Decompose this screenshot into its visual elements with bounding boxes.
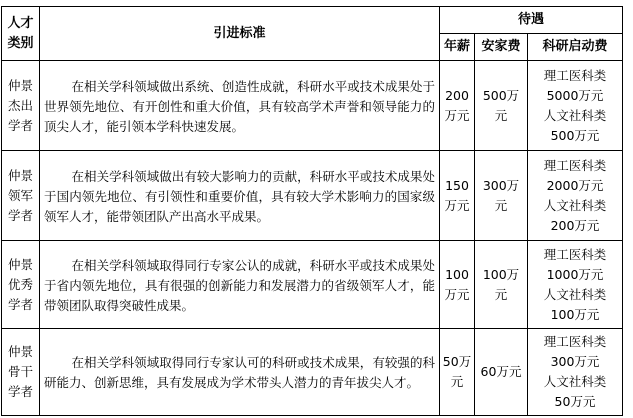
research-value: 50万元 [554, 394, 596, 409]
row-settling: 60万元 [475, 329, 528, 416]
research-label: 人文社科类 [543, 197, 607, 213]
research-label: 理工医科类 [543, 157, 607, 173]
row-standard: 在相关学科领域做出系统、创造性成就，科研水平或技术成果处于世界领先地位、有开创性和重大价值，具有较高学术声誉和领导能力的顶尖人才，能引领本学科快速发展。 [40, 61, 440, 151]
header-salary: 年薪 [440, 34, 475, 61]
research-value: 5000万元 [546, 87, 604, 103]
research-value: 2000万元 [546, 177, 604, 193]
table-row [2, 329, 623, 416]
research-value: 300万元 [550, 354, 600, 369]
research-value: 1000万元 [546, 266, 604, 282]
research-label: 理工医科类 [543, 246, 607, 262]
research-label: 人文社科类 [543, 107, 607, 123]
row-research [528, 329, 623, 416]
row-settling: 500万元 [475, 61, 528, 151]
row-standard: 在相关学科领域取得同行专家公认的成就，科研水平或技术成果处于省内领先地位，具有很强的创新能力和发展潜力的省级领军人才，能带领团队取得突破性成果。 [40, 241, 440, 329]
table-row [2, 241, 623, 329]
row-salary: 100万元 [440, 241, 475, 329]
row-settling: 300万元 [475, 151, 528, 241]
research-value: 100万元 [550, 306, 600, 322]
row-category: 仲景杰出学者 [2, 61, 40, 151]
row-research [528, 241, 623, 329]
row-category: 仲景优秀学者 [2, 241, 40, 329]
research-label: 人文社科类 [543, 374, 607, 389]
header-settling: 安家费 [475, 34, 528, 61]
talent-table [1, 6, 623, 416]
research-value: 200万元 [550, 217, 600, 233]
row-category: 仲景骨干学者 [2, 329, 40, 416]
row-standard: 在相关学科领域取得同行专家认可的科研或技术成果，有较强的科研能力、创新思维，具有发展成为学术带头人潜力的青年拔尖人才。 [40, 329, 440, 416]
row-research [528, 61, 623, 151]
research-label: 理工医科类 [543, 67, 607, 83]
header-treatment: 待遇 [440, 7, 623, 34]
row-standard: 在相关学科领域做出有较大影响力的贡献，科研水平或技术成果处于国内领先地位、有引领性和重要价值，具有较大学术影响力的国家级领军人才，能带领团队产出高水平成果。 [40, 151, 440, 241]
row-salary: 50万元 [440, 329, 475, 416]
row-salary: 200万元 [440, 61, 475, 151]
research-value: 500万元 [550, 127, 600, 143]
row-salary: 150万元 [440, 151, 475, 241]
header-category: 人才类别 [2, 7, 40, 61]
header-research: 科研启动费 [528, 34, 623, 61]
row-research [528, 151, 623, 241]
header-row-1 [2, 7, 623, 34]
research-label: 人文社科类 [543, 286, 607, 302]
header-standard: 引进标准 [40, 7, 440, 61]
table-row [2, 151, 623, 241]
row-category: 仲景领军学者 [2, 151, 40, 241]
table-row [2, 61, 623, 151]
research-label: 理工医科类 [543, 334, 607, 349]
row-settling: 100万元 [475, 241, 528, 329]
